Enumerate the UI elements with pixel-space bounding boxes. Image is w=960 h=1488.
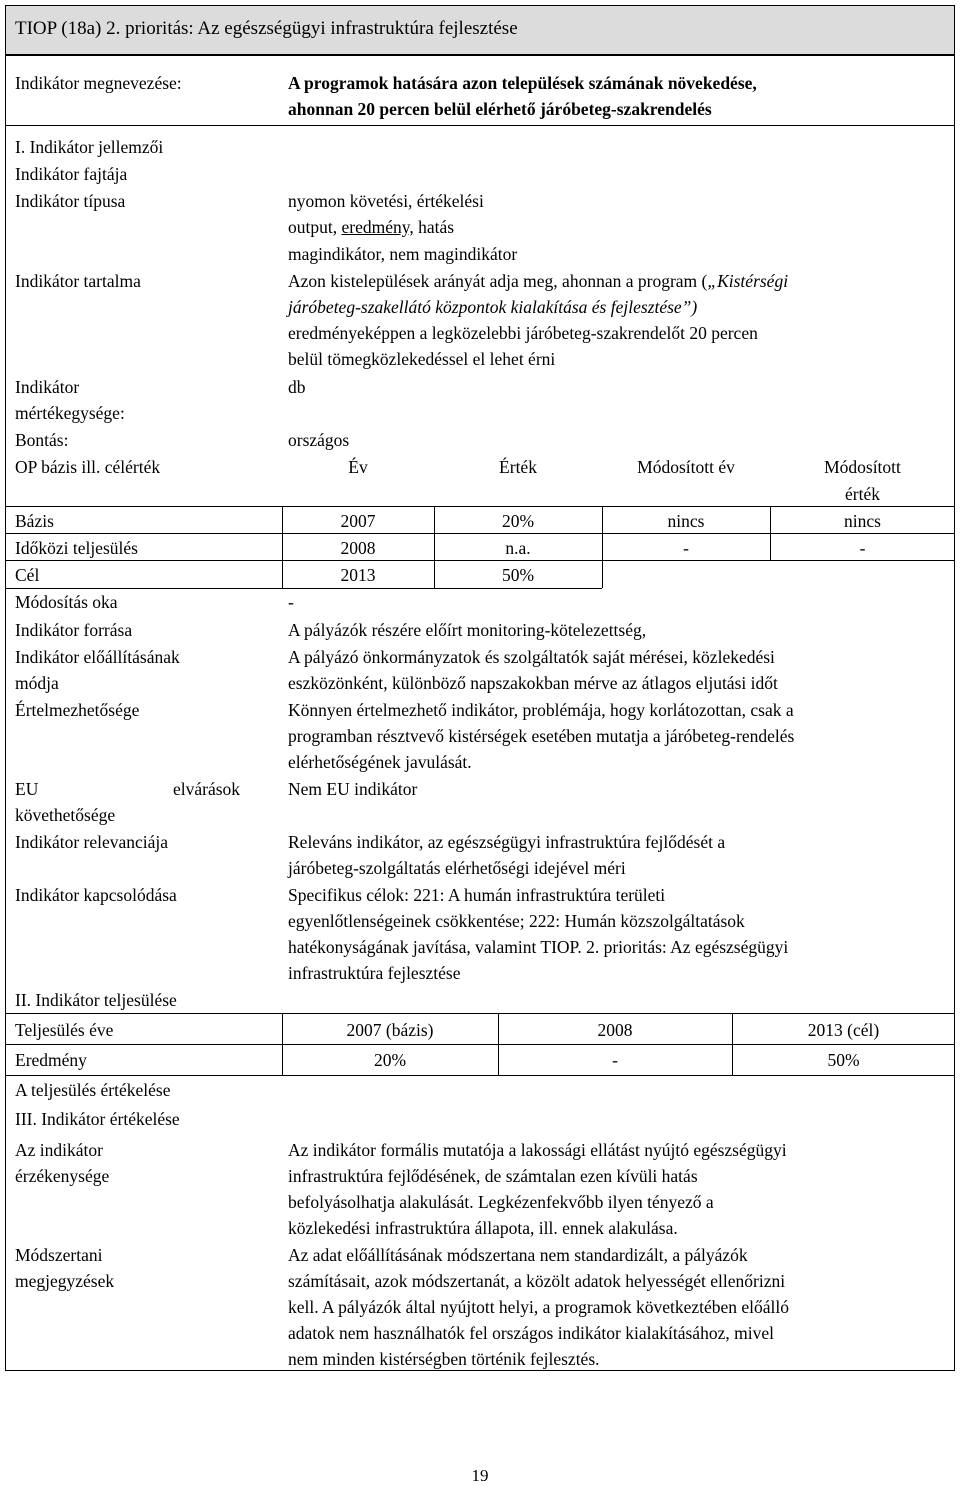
op-row-year: 2013 [340,565,376,585]
link-line: infrastruktúra fejlesztése [288,963,461,983]
source-value: A pályázók részére előírt monitoring-kötelezettség, [288,620,647,640]
sens-label-1: Az indikátor [15,1140,103,1160]
sens-line: közlekedési infrastruktúra állapota, ill. ennek alakulása. [288,1218,678,1238]
relev-line: járóbeteg-szolgáltatás elérhetőségi idejével méri [288,858,626,878]
rule-fulfil-col-2 [498,1013,499,1075]
fulfil-result-value: 50% [827,1050,860,1070]
rule-fulfil-mid [5,1044,955,1045]
fulfil-result-value: - [612,1050,618,1070]
fulfil-header-year: 2013 (cél) [807,1020,880,1040]
rule-op-col-4 [770,506,771,560]
op-header-value: Érték [499,457,537,477]
name-line-1: A programok hatására azon települések számának növekedése, [288,73,757,93]
prod-line: A pályázó önkormányzatok és szolgáltatók saját mérései, közlekedési [288,647,775,667]
mod-reason-label: Módosítás oka [15,592,118,612]
content-label: Indikátor tartalma [15,271,141,291]
op-header-mod-value-2: érték [845,484,880,504]
prod-label-2: módja [15,673,59,693]
unit-label-2: mértékegysége: [15,403,125,423]
interp-line: Könnyen értelmezhető indikátor, problémája, hogy korlátozottan, csak a [288,700,794,720]
content-line-3: eredményeképpen a legközelebbi járóbeteg-szakrendelőt 20 percen [288,323,758,343]
fulfil-result-value: 20% [373,1050,407,1070]
method-line: adatok nem használhatók fel országos indikátor kialakításához, mivel [288,1323,774,1343]
link-line: egyenlőtlenségeinek csökkentése; 222: Humán közszolgáltatások [288,911,745,931]
rule-name [5,125,955,126]
link-label: Indikátor kapcsolódása [15,885,177,905]
method-label-2: megjegyzések [15,1271,115,1291]
op-row-value: n.a. [505,538,531,558]
op-row-mod-value: - [859,538,866,558]
content-line-4: belül tömegközlekedéssel el lehet érni [288,349,556,369]
rule-fulfil-bottom [5,1075,955,1076]
method-line: kell. A pályázók által nyújtott helyi, a programok következtében előálló [288,1297,790,1317]
eu-label-1b: elvárások [173,779,241,799]
eu-label-2: követhetősége [15,805,116,825]
rule-fulfil-col-1 [282,1013,283,1075]
method-line: Az adat előállításának módszertana nem standardizált, a pályázók [288,1245,748,1265]
op-header-label: OP bázis ill. célérték [15,457,161,477]
op-row-year: 2008 [340,538,376,558]
relev-line: Releváns indikátor, az egészségügyi infrastruktúra fejlődését a [288,832,726,852]
fulfil-header-label: Teljesülés éve [15,1020,114,1040]
rule-fulfil-col-3 [732,1013,733,1075]
fulfil-header-year: 2008 [597,1020,633,1040]
prod-line: eszközönként, különböző napszakokban mérve az átlagos eljutási időt [288,673,778,693]
content-line-2: járóbeteg-szakellátó központok kialakítása és fejlesztése”) [288,297,698,317]
rule-op-col-3 [602,506,603,588]
op-row-label: Cél [15,565,40,585]
type-line-1: nyomon követési, értékelési [288,191,484,211]
fulfil-result-label: Eredmény [15,1050,87,1070]
section-2-heading: II. Indikátor teljesülése [15,990,177,1010]
name-line-2: ahonnan 20 percen belül elérhető járóbeteg-szakrendelés [288,99,712,119]
split-value: országos [288,430,350,450]
op-header-mod-year: Módosított év [637,457,735,477]
rule-op-row-1 [5,533,955,534]
op-row-label: Bázis [15,511,54,531]
mod-reason-value: - [288,592,294,612]
rule-op-header [5,506,955,507]
source-label: Indikátor forrása [15,620,133,640]
interp-line: elérhetőségének javulását. [288,752,472,772]
op-header-year: Év [348,457,368,477]
name-label: Indikátor megnevezése: [15,73,182,93]
relev-label: Indikátor relevanciája [15,832,169,852]
sens-line: Az indikátor formális mutatója a lakossági ellátást nyújtó egészségügyi [288,1140,787,1160]
method-line: számításait, azok módszertanát, a közölt adatok helyességét ellenőrizni [288,1271,786,1291]
sheet-title: TIOP (18a) 2. prioritás: Az egészségügyi infrastruktúra fejlesztése [15,18,518,39]
op-row-value: 50% [501,565,535,585]
op-row-year: 2007 [340,511,376,531]
kind-label: Indikátor fajtája [15,164,128,184]
op-row-mod-value: nincs [844,511,881,531]
link-line: Specifikus célok: 221: A humán infrastruktúra területi [288,885,666,905]
eu-label-1a: EU [15,779,39,799]
type-label: Indikátor típusa [15,191,126,211]
link-line: hatékonyságának javítása, valamint TIOP. 2. prioritás: Az egészségügyi [288,937,789,957]
type-line-2: output, eredmény, hatás [288,217,455,237]
content-line-1: Azon kistelepülések arányát adja meg, ahonnan a program („Kistérségi [288,271,789,291]
split-label: Bontás: [15,430,69,450]
section-3-heading: III. Indikátor értékelése [15,1109,180,1129]
rule-fulfil-top [5,1013,955,1014]
type-line-3: magindikátor, nem magindikátor [288,244,518,264]
interp-line: programban résztvevő kistérségek esetében mutatja a járóbeteg-rendelés [288,726,795,746]
op-row-mod-year: nincs [667,511,705,531]
sens-label-2: érzékenysége [15,1166,110,1186]
section-1-heading: I. Indikátor jellemzői [15,137,164,157]
op-header-mod-value-1: Módosított [824,457,901,477]
sens-line: infrastruktúra fejlődésének, de számtalan ezen kívüli hatás [288,1166,698,1186]
fulfil-eval-label: A teljesülés értékelése [15,1080,171,1100]
prod-label-1: Indikátor előállításának [15,647,180,667]
unit-value: db [288,377,306,397]
unit-label-1: Indikátor [15,377,80,397]
rule-op-col-2 [434,506,435,588]
op-row-value: 20% [501,511,535,531]
op-row-mod-year: - [683,538,689,558]
method-label-1: Módszertani [15,1245,103,1265]
page-number: 19 [471,1466,489,1485]
interp-label: Értelmezhetősége [15,700,140,720]
rule-op-row-2 [5,560,955,561]
op-row-label: Időközi teljesülés [15,538,138,558]
eu-value: Nem EU indikátor [288,779,418,799]
sens-line: befolyásolhatja alakulását. Legkézenfekvőbb ilyen tényező a [288,1192,714,1212]
fulfil-header-year: 2007 (bázis) [346,1020,434,1040]
method-line: nem minden kistérségben történik fejlesztés. [288,1349,600,1369]
rule-op-col-1 [282,506,283,588]
